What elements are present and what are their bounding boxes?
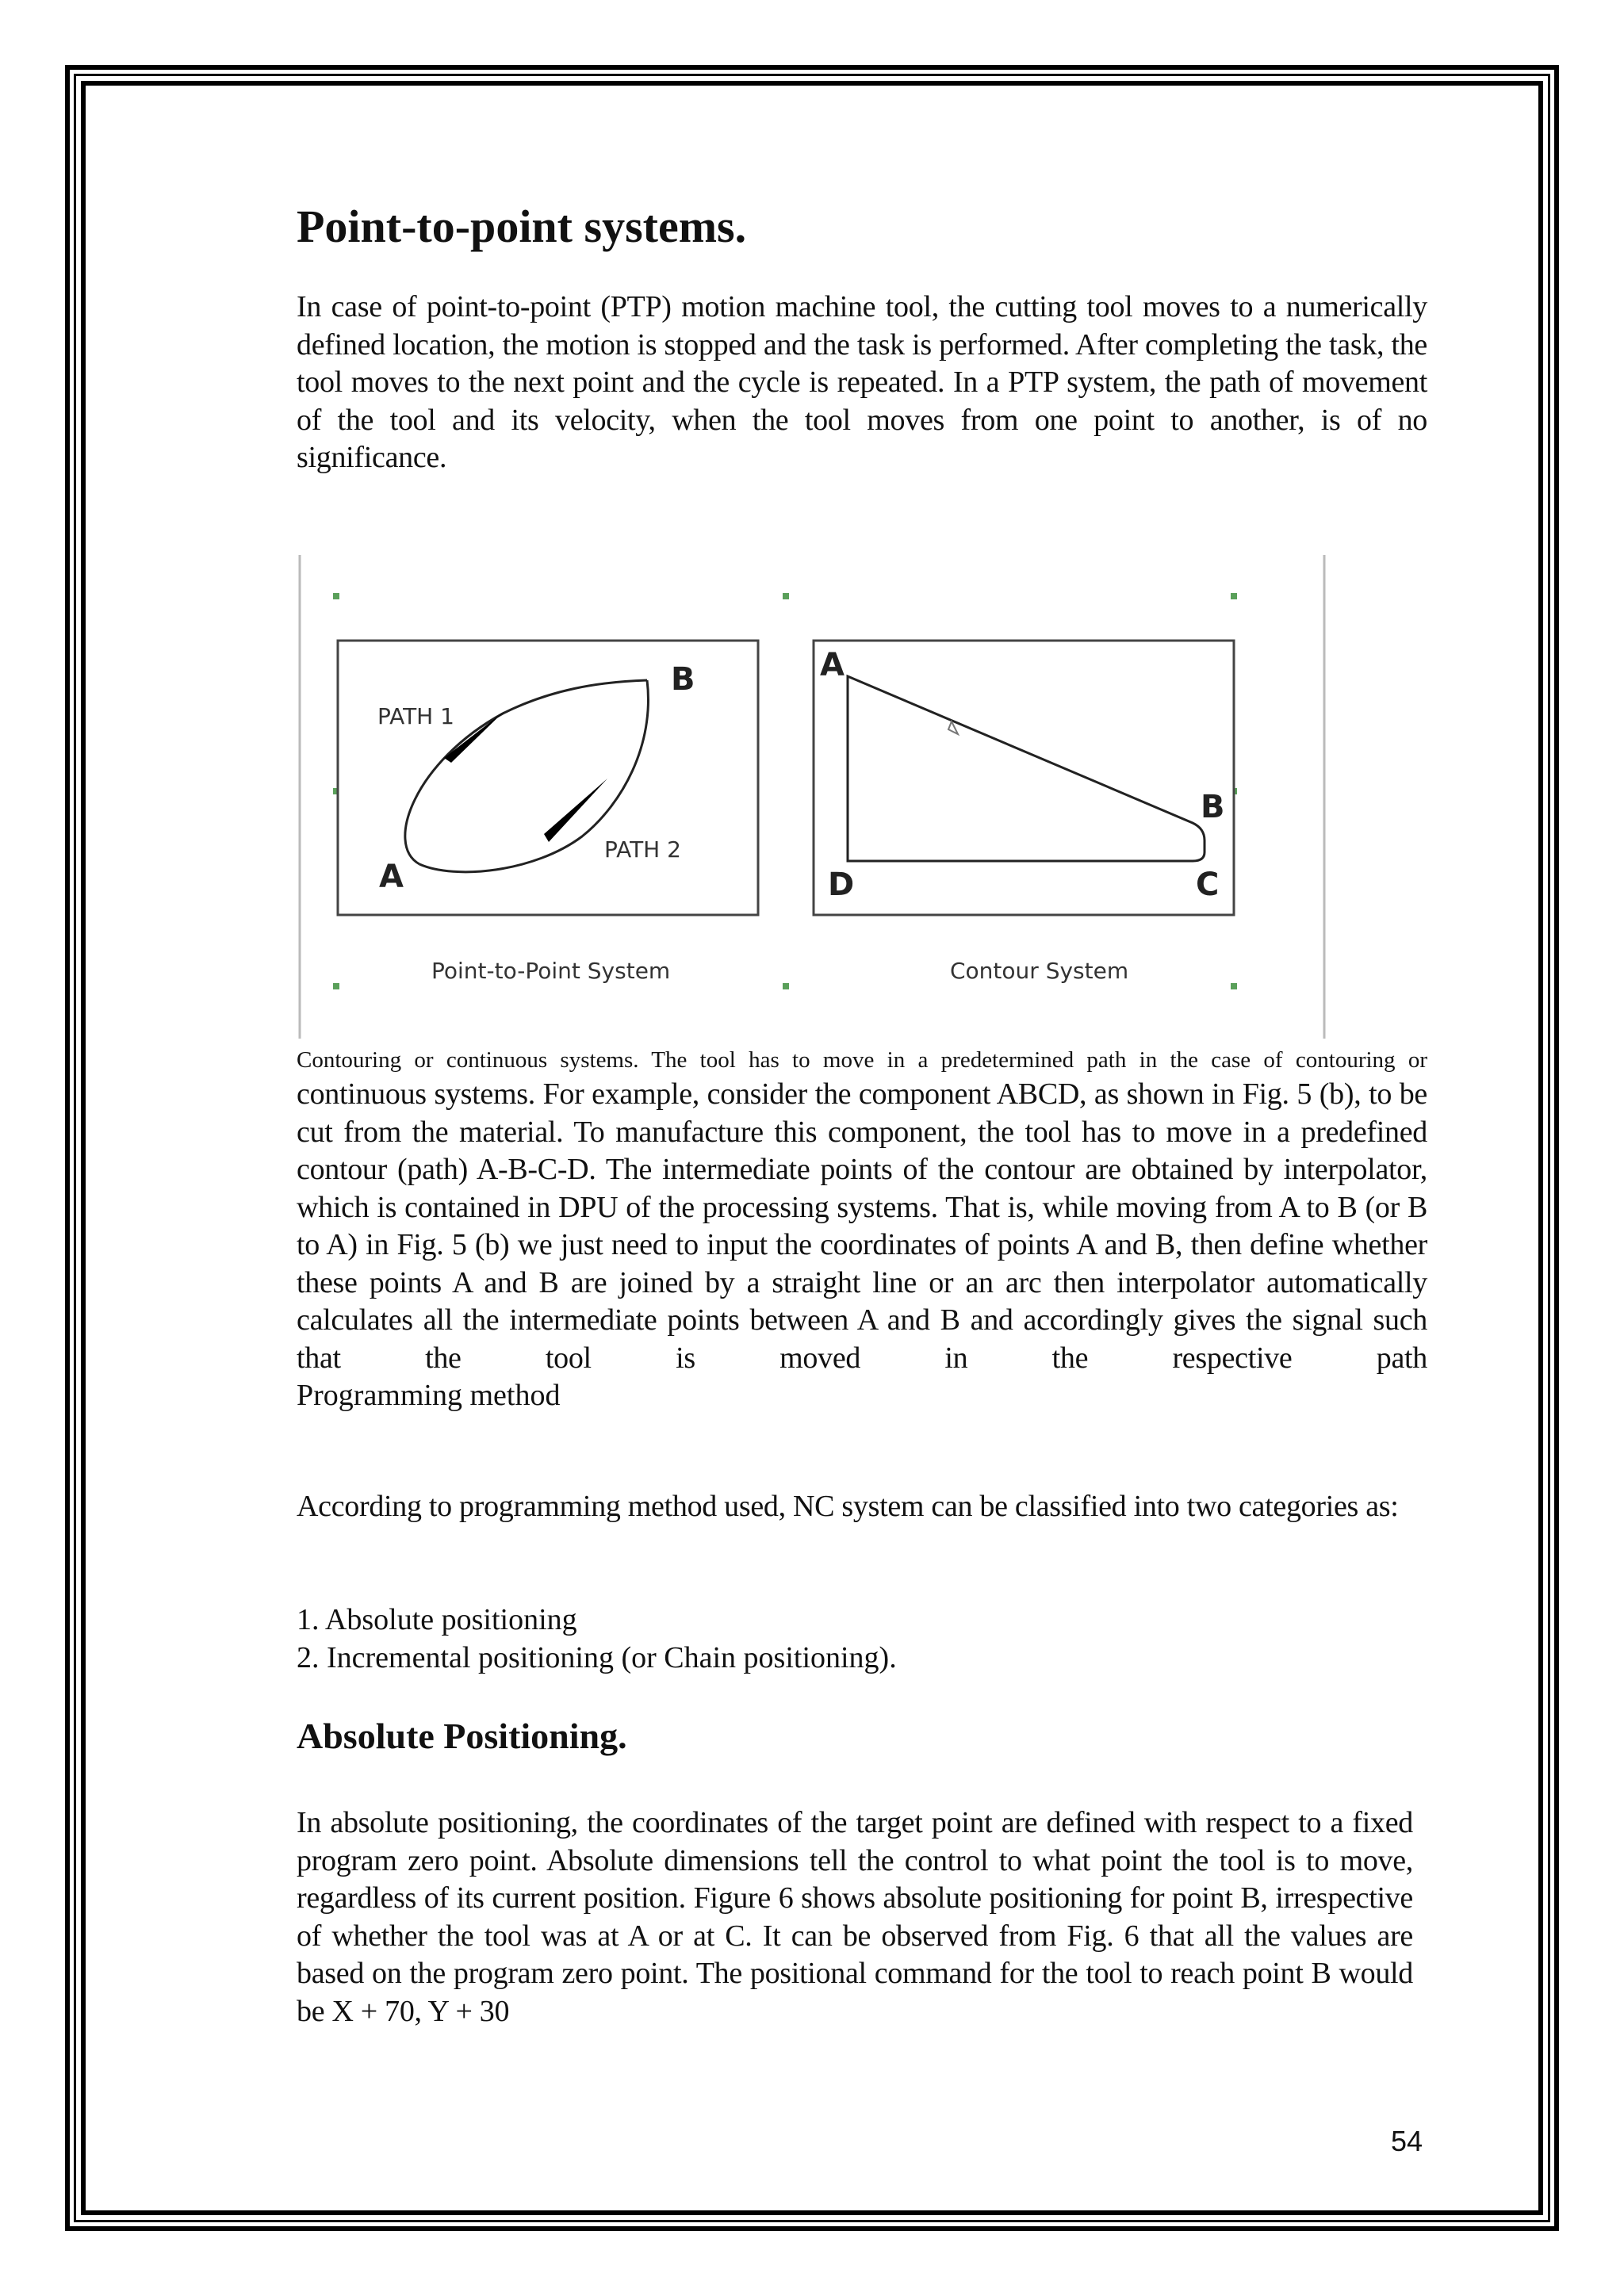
contour-label-a: A: [820, 647, 845, 683]
positioning-list: [297, 1601, 1427, 1677]
ptp-label-a: A: [379, 859, 404, 895]
contour-label-c: C: [1196, 867, 1220, 903]
contour-diagram-box: [814, 641, 1234, 915]
list-item: 1. Absolute positioning: [297, 1603, 577, 1636]
figure-svg: [297, 555, 1327, 1039]
section-ptp: [297, 200, 1427, 253]
ptp-paragraph: In case of point-to-point (PTP) motion machine tool, the cutting tool moves to a numerically defined location, the motion is stopped and the task is performed. After completing the task, the tool moves to the next point and the cycle is repeated. In a PTP system, the path of movement of the tool and its velocity, when the tool moves from one point to another, is of no significance.: [297, 290, 1427, 474]
page-number: 54: [1391, 2125, 1423, 2157]
contouring-lead-line: Contouring or continuous systems. The tool has to move in a predetermined path in the case of contouring or: [297, 1047, 1427, 1073]
programming-method-line: Programming method: [297, 1379, 561, 1412]
contour-label-d: D: [828, 867, 855, 903]
ptp-caption: Point-to-Point System: [431, 958, 671, 984]
section-absolute: [297, 1715, 1427, 1757]
contouring-paragraph: continuous systems. For example, consider the component ABCD, as shown in Fig. 5 (b), to be cut from the material. To manufacture this component, the tool has to move in a predefined contour (path) A-B-C-D. The intermediate points of the contour are obtained by interpolator, which is contained in DPU of the processing systems. That is, while moving from A to B (or B to A) in Fig. 5 (b) we just need to input the coordinates of points A and B, then define whether these points A and B are joined by a straight line or an arc then interpolator automatically calculates all the intermediate points between A and B and accordingly gives the signal such that the tool is moved in the respective path: [297, 1077, 1427, 1375]
ptp-label-b: B: [671, 661, 695, 698]
figure-ptp-vs-contour: [297, 555, 1327, 1039]
list-item: 2. Incremental positioning (or Chain positioning).: [297, 1640, 897, 1674]
absolute-paragraph: In absolute positioning, the coordinates of the target point are defined with respect to a fixed program zero point. Absolute dimensions tell the control to what point the tool is to move, regardless of its current position. Figure 6 shows absolute positioning for point B, irrespective of whether the tool was at A or at C. It can be observed from Fig. 6 that all the values are based on the program zero point. The positional command for the tool to reach point B would be X + 70, Y + 30: [297, 1806, 1413, 2028]
page-title: Point-to-point systems.: [297, 201, 747, 252]
label-path-2: PATH 2: [604, 836, 681, 863]
contour-caption: Contour System: [950, 958, 1129, 984]
absolute-block: [297, 1804, 1413, 2030]
contour-label-b: B: [1201, 789, 1225, 825]
contouring-block: [297, 1046, 1427, 1415]
classification-paragraph: According to programming method used, NC system can be classified into two categories as:: [297, 1490, 1399, 1523]
absolute-heading: Absolute Positioning.: [297, 1716, 627, 1756]
classification-block: [297, 1488, 1427, 1526]
label-path-1: PATH 1: [377, 703, 454, 729]
ptp-paragraph-block: [297, 289, 1427, 477]
